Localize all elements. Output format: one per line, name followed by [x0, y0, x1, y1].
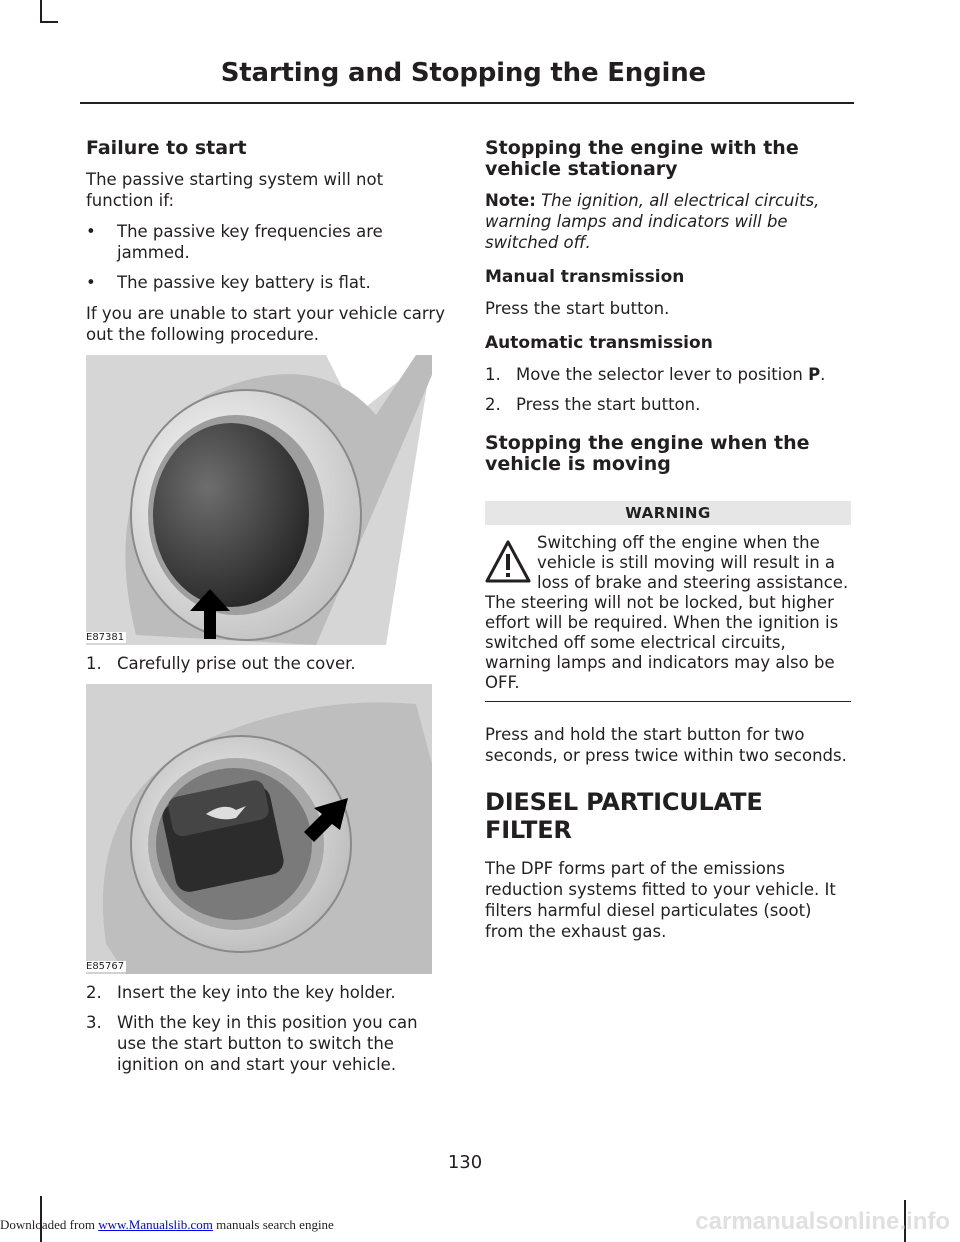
step-number: 2. — [485, 395, 501, 414]
failure-bullet-list — [86, 221, 452, 293]
list-item — [86, 272, 452, 293]
procedure-intro: If you are unable to start your vehicle carry out the following procedure. — [86, 304, 445, 344]
bullet-text: The passive key frequencies are jammed. — [117, 222, 383, 262]
key-holder-illustration — [86, 684, 432, 974]
page-header-title: Starting and Stopping the Engine — [220, 58, 706, 88]
step-number: 3. — [86, 1013, 102, 1032]
crop-mark-top-left-h — [40, 21, 58, 23]
automatic-steps — [485, 364, 851, 415]
bullet-marker: • — [86, 273, 96, 292]
position-p: P — [808, 365, 821, 384]
manual-heading: Manual transmission — [485, 267, 685, 287]
failure-heading: Failure to start — [86, 137, 247, 159]
manual-text: Press the start button. — [485, 299, 670, 318]
figure-key-holder — [86, 684, 432, 974]
warning-box — [485, 533, 851, 702]
moving-heading: Stopping the engine when the vehicle is moving — [485, 432, 810, 475]
step-number: 1. — [86, 654, 102, 673]
stationary-heading: Stopping the engine with the vehicle stationary — [485, 137, 799, 180]
step-text: Carefully prise out the cover. — [117, 654, 356, 673]
note-paragraph — [485, 190, 851, 253]
header-rule — [80, 102, 854, 104]
steps-list-2 — [86, 982, 452, 1075]
step-number: 1. — [485, 365, 501, 384]
step-end: . — [820, 365, 826, 384]
failure-intro: The passive starting system will not function if: — [86, 170, 384, 210]
dpf-heading: DIESEL PARTICULATE FILTER — [485, 788, 763, 844]
step-text: Move the selector lever to position — [516, 365, 803, 384]
dpf-text: The DPF forms part of the emissions reduction systems fitted to your vehicle. It filters harmful diesel particulates (soot) from the exhaust gas. — [485, 859, 836, 941]
page-number: 130 — [447, 1152, 483, 1173]
step-text: Press the start button. — [516, 395, 701, 414]
note-text: The ignition, all electrical circuits, warning lamps and indicators will be switched off. — [485, 191, 820, 252]
list-item — [485, 394, 851, 415]
manualslib-link[interactable]: www.Manualslib.com — [98, 1217, 213, 1232]
warning-triangle-icon — [485, 539, 531, 585]
list-item — [86, 653, 452, 674]
figure-cover-removal — [86, 355, 432, 645]
footer-suffix: manuals search engine — [216, 1217, 334, 1232]
list-item — [86, 1012, 452, 1075]
step-number: 2. — [86, 983, 102, 1002]
cover-illustration — [86, 355, 432, 645]
left-column — [86, 138, 452, 1085]
list-item — [86, 221, 452, 263]
hold-text: Press and hold the start button for two seconds, or press twice within two seconds. — [485, 725, 847, 765]
footer-prefix: Downloaded from — [0, 1217, 95, 1232]
bullet-marker: • — [86, 222, 96, 241]
download-footer — [0, 1217, 334, 1233]
right-column — [485, 138, 851, 952]
automatic-heading: Automatic transmission — [485, 333, 713, 353]
warning-text: Switching off the engine when the vehicle is still moving will result in a loss of brake and steering assistance. The steering will not be locked, but higher effort will be required. When the ignition is switched off some electrical circuits, warning lamps and indicators may also be OFF. — [485, 533, 849, 692]
note-label: Note: — [485, 191, 536, 210]
warning-title: WARNING — [485, 501, 851, 525]
crop-mark-top-left-v — [40, 0, 42, 22]
list-item — [86, 982, 452, 1003]
watermark: carmanualsonline.info — [695, 1208, 950, 1235]
step-text: With the key in this position you can use the start button to switch the ignition on and start your vehicle. — [117, 1013, 418, 1074]
step-text: Insert the key into the key holder. — [117, 983, 396, 1002]
figure-code: E87381 — [86, 632, 125, 643]
figure-code: E85767 — [86, 961, 125, 972]
steps-list-1 — [86, 653, 452, 674]
bullet-text: The passive key battery is flat. — [117, 273, 371, 292]
list-item — [485, 364, 851, 385]
